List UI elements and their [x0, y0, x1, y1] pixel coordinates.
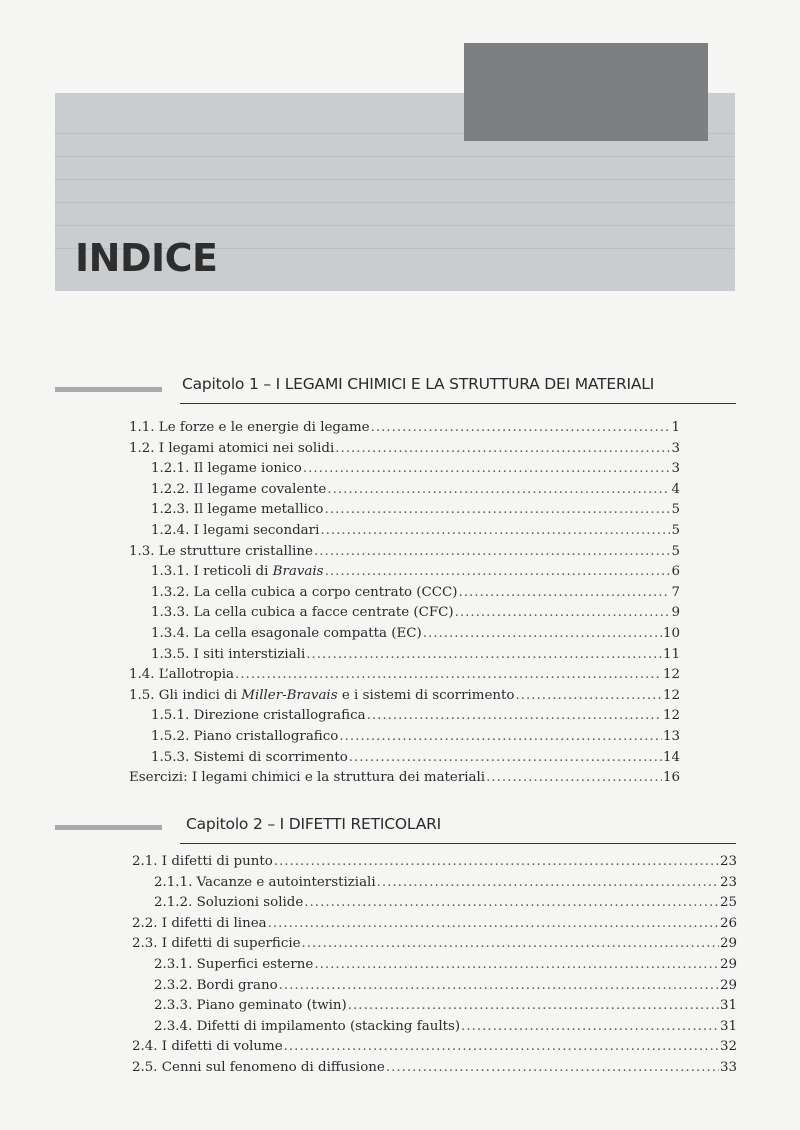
toc-entry — [129, 667, 680, 688]
toc-entry — [132, 916, 737, 937]
toc-entry-label: 1.1. Le forze e le energie di legame — [129, 420, 370, 435]
page-title: INDICE — [75, 236, 218, 280]
toc-entry-page: 12 — [662, 667, 680, 683]
toc-entry-label: 2.1.2. Soluzioni solide — [154, 895, 304, 911]
toc-entry — [129, 626, 680, 647]
toc-entry-page: 7 — [671, 584, 680, 600]
leader-dots — [268, 916, 719, 931]
toc-entry-page: 31 — [719, 1018, 737, 1034]
toc-entry-page: 11 — [662, 646, 680, 662]
toc-entry-label: 2.5. Cenni sul fenomeno di diffusione — [132, 1059, 385, 1075]
toc-entry-label: 1.5.2. Piano cristallografico — [151, 728, 339, 744]
chapter-rule — [180, 403, 736, 404]
leader-dots — [349, 750, 662, 765]
leader-dots — [423, 626, 662, 641]
toc-entry-label: 1.3.2. La cella cubica a corpo centrato (CCC) — [151, 584, 458, 600]
toc-entry — [129, 420, 680, 441]
toc-entry-page: 23 — [719, 854, 737, 869]
toc-entry-page: 31 — [719, 998, 737, 1014]
leader-dots — [304, 895, 719, 910]
chapter-marker — [55, 387, 162, 392]
leader-dots — [486, 770, 662, 785]
toc-entry-label: 1.3.4. La cella esagonale compatta (EC) — [151, 625, 422, 641]
leader-dots — [279, 978, 719, 993]
toc-entry-page: 5 — [671, 543, 680, 559]
toc-entry-page: 26 — [719, 915, 737, 931]
toc-entry-page: 3 — [671, 440, 680, 456]
toc-entry — [129, 502, 680, 523]
toc-entry-label-part: 1.5. Gli indici di — [129, 687, 242, 703]
leader-dots — [235, 667, 662, 682]
toc-entry — [129, 688, 680, 709]
toc-entry — [129, 461, 680, 482]
toc-entry — [132, 936, 737, 957]
toc-entry-label: 2.1. I difetti di punto — [132, 854, 273, 869]
leader-dots — [348, 998, 719, 1013]
toc-entry — [129, 482, 680, 503]
chapter-marker — [55, 825, 162, 830]
toc-entry-label: 1.4. L’allotropia — [129, 667, 235, 683]
toc-entry — [132, 1019, 737, 1040]
toc-entry-label: 1.3.3. La cella cubica a facce centrate (CFC) — [151, 605, 454, 621]
toc-entry — [132, 957, 737, 978]
toc-entry-label: 1.5.3. Sistemi di scorrimento — [151, 749, 348, 765]
toc-entry-page: 29 — [719, 977, 737, 993]
toc-entry-label: 2.3.2. Bordi grano — [154, 977, 278, 993]
toc-entry — [132, 978, 737, 999]
toc-entry-label: Esercizi: I legami chimici e la struttura dei materiali — [129, 770, 486, 786]
leader-dots — [455, 605, 671, 620]
decorative-dark-block — [464, 43, 708, 141]
chapter-2-heading — [55, 815, 745, 849]
toc-entry-page: 25 — [719, 895, 737, 911]
toc-entry — [129, 544, 680, 565]
toc-entry-label: 2.3.3. Piano geminato (twin) — [154, 998, 347, 1014]
toc-entry — [132, 1039, 737, 1060]
leader-dots — [303, 461, 671, 476]
toc-entry — [132, 1060, 737, 1081]
leader-dots — [339, 729, 662, 744]
leader-dots — [274, 854, 719, 869]
toc-entry-page: 14 — [662, 749, 680, 765]
leader-dots — [386, 1060, 719, 1075]
toc-entry-page: 33 — [719, 1059, 737, 1075]
toc-entry-page: 10 — [662, 625, 680, 641]
toc-entry-label: 1.2.4. I legami secondari — [151, 522, 320, 538]
leader-dots — [324, 502, 670, 517]
toc-entry — [132, 854, 737, 875]
leader-dots — [458, 585, 670, 600]
leader-dots — [320, 523, 670, 538]
leader-dots — [284, 1039, 719, 1054]
leader-dots — [314, 957, 719, 972]
toc-entry-page: 6 — [671, 564, 680, 580]
leader-dots — [461, 1019, 719, 1034]
toc-entry-page: 9 — [671, 605, 680, 621]
toc-entry-page: 5 — [671, 522, 680, 538]
toc-entry-label: 2.4. I difetti di volume — [132, 1039, 283, 1055]
toc-entry-label: 2.2. I difetti di linea — [132, 915, 267, 931]
toc-entry-page: 1 — [671, 420, 680, 435]
toc-entry-page: 12 — [662, 708, 680, 724]
chapter-title: Capitolo 1 – I LEGAMI CHIMICI E LA STRUTTURA DEI MATERIALI — [182, 375, 655, 393]
toc-entry-page: 29 — [719, 956, 737, 972]
chapter-1-toc — [129, 420, 680, 791]
toc-entry-page: 3 — [671, 461, 680, 477]
chapter-2-toc — [132, 854, 737, 1081]
toc-entry-label-part: e i sistemi di scorrimento — [337, 687, 515, 703]
leader-dots — [325, 564, 671, 579]
leader-dots — [314, 544, 671, 559]
toc-entry-page: 4 — [671, 481, 680, 497]
toc-entry — [129, 441, 680, 462]
toc-entry — [132, 895, 737, 916]
toc-entry-label-italic: Miller-Bravais — [241, 687, 338, 703]
leader-dots — [302, 936, 719, 951]
toc-entry — [129, 523, 680, 544]
toc-entry — [129, 647, 680, 668]
toc-entry-page: 13 — [662, 728, 680, 744]
toc-entry-label: 1.2.3. Il legame metallico — [151, 502, 324, 518]
toc-entry-label — [151, 564, 324, 579]
chapter-rule — [180, 843, 736, 844]
leader-dots — [367, 708, 662, 723]
toc-entry-label: 1.2.2. Il legame covalente — [151, 481, 327, 497]
chapter-title: Capitolo 2 – I DIFETTI RETICOLARI — [186, 815, 442, 833]
toc-entry-label: 1.3. Le strutture cristalline — [129, 543, 313, 559]
toc-entry — [129, 564, 680, 585]
toc-entry-label: 1.2. I legami atomici nei solidi — [129, 440, 335, 456]
toc-entry — [132, 875, 737, 896]
toc-entry-label: 1.5.1. Direzione cristallografica — [151, 708, 366, 724]
toc-entry-label-part: 1.3.1. I reticoli di — [151, 564, 273, 580]
toc-entry-label: 2.1.1. Vacanze e autointerstiziali — [154, 874, 376, 890]
chapter-1-heading — [55, 375, 745, 409]
toc-entry-label: 2.3.4. Difetti di impilamento (stacking faults) — [154, 1018, 461, 1034]
toc-entry — [129, 729, 680, 750]
toc-entry-page: 12 — [662, 687, 680, 703]
toc-entry-page: 5 — [671, 502, 680, 518]
leader-dots — [515, 688, 661, 703]
toc-entry-page: 16 — [662, 770, 680, 786]
leader-dots — [335, 441, 670, 456]
toc-entry-label: 2.3.1. Superfici esterne — [154, 956, 314, 972]
toc-entry-label — [129, 688, 514, 703]
toc-entry-page: 23 — [719, 874, 737, 890]
toc-entry-page: 29 — [719, 936, 737, 952]
toc-entry-label: 1.3.5. I siti interstiziali — [151, 646, 306, 662]
toc-entry — [129, 750, 680, 771]
toc-entry-label-italic: Bravais — [272, 564, 324, 580]
leader-dots — [306, 647, 662, 662]
toc-entry-label: 1.2.1. Il legame ionico — [151, 461, 302, 477]
leader-dots — [377, 875, 719, 890]
toc-entry — [129, 605, 680, 626]
toc-entry-label: 2.3. I difetti di superficie — [132, 936, 301, 952]
toc-entry — [129, 708, 680, 729]
toc-entry — [129, 770, 680, 791]
leader-dots — [371, 420, 671, 435]
toc-entry — [129, 585, 680, 606]
toc-entry — [132, 998, 737, 1019]
leader-dots — [327, 482, 670, 497]
toc-entry-page: 32 — [719, 1039, 737, 1055]
